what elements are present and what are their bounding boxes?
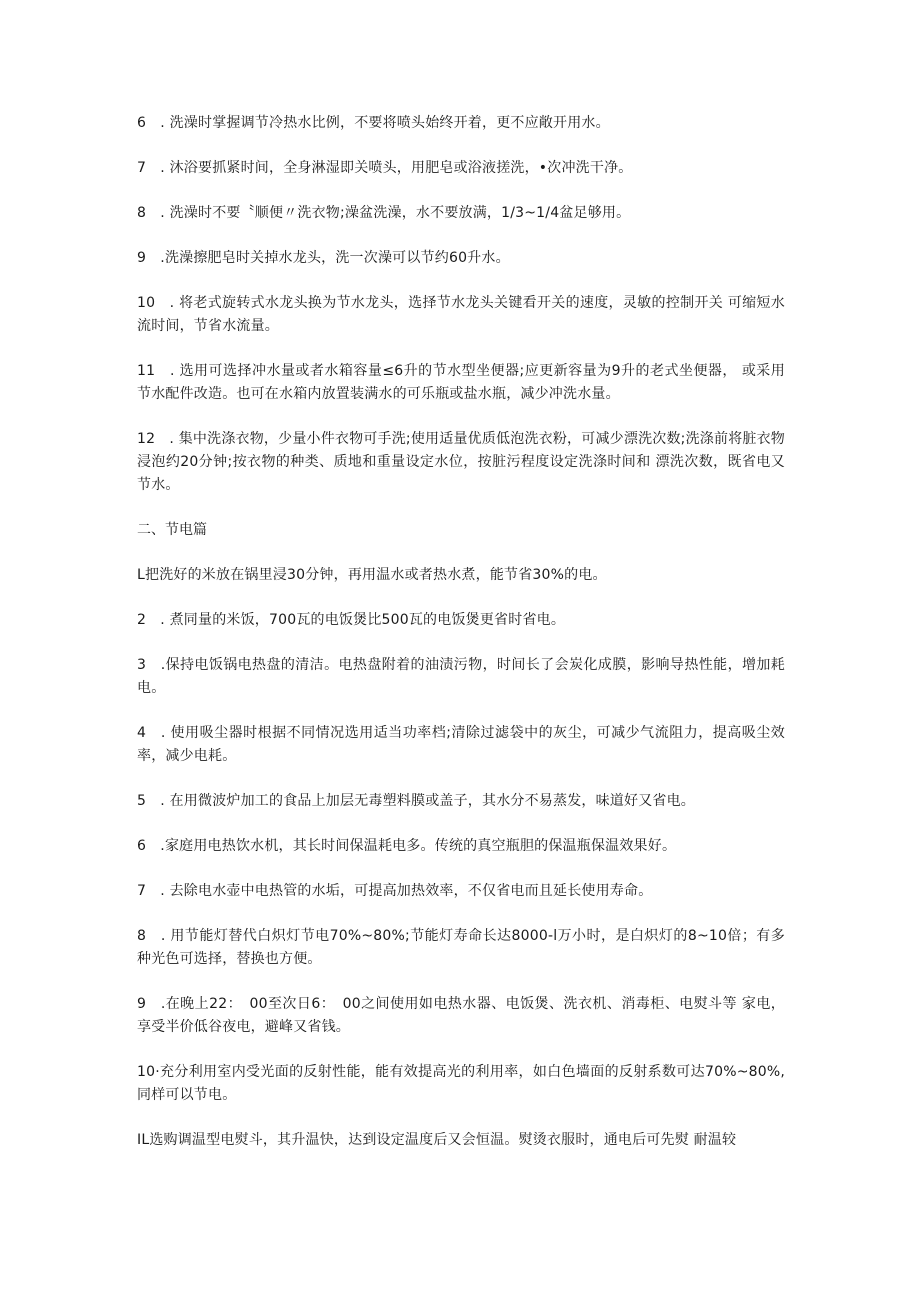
paragraph-power-3: 3 .保持电饭锅电热盘的清洁。电热盘附着的油渍污物，时间长了会炭化成膜，影响导热性能，增加耗电。 [137, 657, 785, 696]
paragraph-water-12: 12 . 集中洗涤衣物，少量小件衣物可手洗;使用适量优质低泡洗衣粉，可减少漂洗次数;洗涤前将脏衣物浸泡约20分钟;按衣物的种类、质地和重量设定水位，按脏污程度设定洗涤时间和 漂洗次数，既省电又节水。 [137, 431, 785, 493]
paragraph-water-11: 11 . 选用可选择冲水量或者水箱容量≤6升的节水型坐便器;应更新容量为9升的老式坐便器， 或采用节水配件改造。也可在水箱内放置装满水的可乐瓶或盐水瓶，减少冲洗水量。 [137, 363, 785, 402]
paragraph-power-7: 7 . 去除电水壶中电热管的水垢，可提高加热效率，不仅省电而且延长使用寿命。 [137, 883, 653, 899]
paragraph-water-8: 8 . 洗澡时不要〝顺便〃洗衣物;澡盆洗澡，水不要放满，1/3~1/4盆足够用。 [137, 205, 631, 221]
paragraph-water-9: 9 .洗澡擦肥皂时关掉水龙头，洗一次澡可以节约60升水。 [137, 250, 510, 266]
paragraph-power-10: 10·充分利用室内受光面的反射性能，能有效提高光的利用率，如白色墙面的反射系数可达70%~80%,同样可以节电。 [137, 1064, 785, 1103]
paragraph-power-6: 6 .家庭用电热饮水机，其长时间保温耗电多。传统的真空瓶胆的保温瓶保温效果好。 [137, 838, 677, 854]
paragraph-water-10: 10 . 将老式旋转式水龙头换为节水龙头，选择节水龙头关键看开关的速度，灵敏的控制开关 可缩短水流时间，节省水流量。 [137, 295, 785, 334]
paragraph-power-11: IL选购调温型电熨斗，其升温快，达到设定温度后又会恒温。熨烫衣服时，通电后可先熨 耐温较 [137, 1132, 737, 1148]
paragraph-power-5: 5 . 在用微波炉加工的食品上加层无毒塑料膜或盖子，其水分不易蒸发，味道好又省电。 [137, 793, 696, 809]
paragraph-power-4: 4 . 使用吸尘器时根据不同情况选用适当功率档;清除过滤袋中的灰尘，可减少气流阻力，提高吸尘效率，减少电耗。 [137, 725, 785, 764]
paragraph-power-8: 8 . 用节能灯替代白炽灯节电70%~80%;节能灯寿命长达8000-l万小时，是白炽灯的8~10倍；有多种光色可选择，替换也方便。 [137, 928, 785, 967]
paragraph-water-6: 6 . 洗澡时掌握调节冷热水比例，不要将喷头始终开着，更不应敞开用水。 [137, 115, 610, 131]
paragraph-power-2: 2 . 煮同量的米饭，700瓦的电饭煲比500瓦的电饭煲更省时省电。 [137, 612, 566, 628]
paragraph-power-1: L把洗好的米放在锅里浸30分钟，再用温水或者热水煮，能节省30%的电。 [137, 567, 607, 583]
section-heading-electricity: 二、节电篇 [137, 522, 207, 538]
paragraph-water-7: 7 . 沐浴要抓紧时间，全身淋湿即关喷头，用肥皂或浴液搓洗，•次冲洗干净。 [137, 160, 633, 176]
paragraph-power-9: 9 .在晚上22： 00至次日6： 00之间使用如电热水器、电饭煲、洗衣机、消毒柜、电熨斗等 家电，享受半价低谷夜电，避峰又省钱。 [137, 996, 785, 1035]
document-body [137, 112, 785, 1174]
